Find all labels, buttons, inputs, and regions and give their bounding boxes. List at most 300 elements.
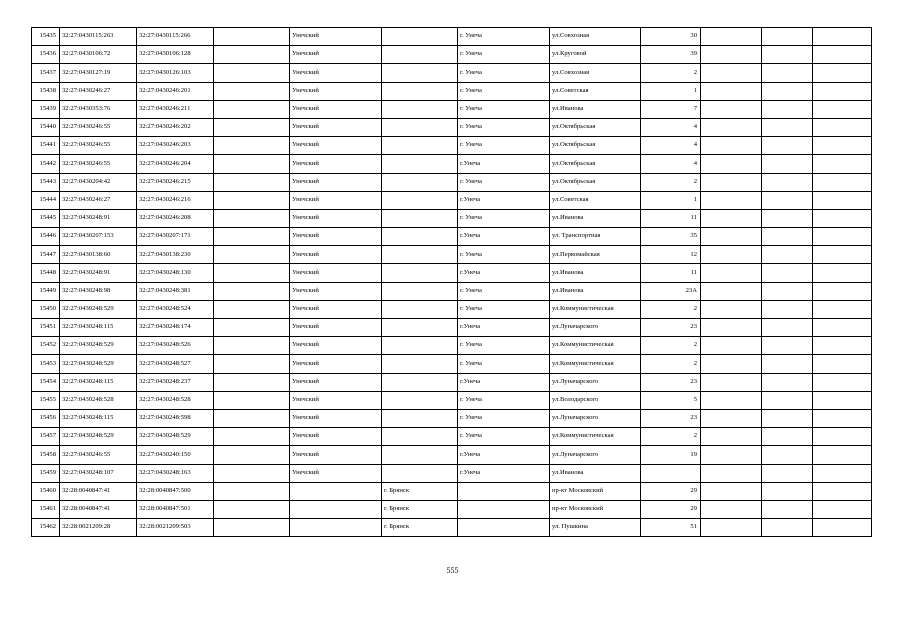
table-row	[32, 500, 872, 518]
extra-cell-cell	[701, 519, 762, 537]
extra-cell-cell	[813, 173, 872, 191]
city-regional-cell	[382, 46, 458, 64]
extra-cell-cell	[762, 446, 813, 464]
extra-cell-cell	[701, 500, 762, 518]
row-number-cell: 15461	[32, 500, 60, 518]
city-cell: г. Унеча	[458, 337, 550, 355]
street-cell: ул. Пушкина	[550, 519, 641, 537]
empty-cell-cell	[214, 373, 290, 391]
extra-cell-cell	[762, 300, 813, 318]
extra-cell-cell	[762, 500, 813, 518]
cadastral-number-cell: 32:28:0021209:28	[60, 519, 137, 537]
city-regional-cell	[382, 228, 458, 246]
empty-cell-cell	[214, 155, 290, 173]
district-cell: Унечский	[290, 118, 382, 136]
extra-cell-cell	[762, 246, 813, 264]
table-row	[32, 64, 872, 82]
city-cell: г.Унеча	[458, 319, 550, 337]
cadastral-number-cell: 32:27:0430248:529	[60, 337, 137, 355]
house-number-cell: 2	[641, 300, 701, 318]
row-number-cell: 15444	[32, 191, 60, 209]
table-row	[32, 209, 872, 227]
object-number-cell: 32:27:0430240:150	[137, 446, 214, 464]
district-cell: Унечский	[290, 446, 382, 464]
house-number-cell: 23А	[641, 282, 701, 300]
object-number-cell: 32:27:0430248:381	[137, 282, 214, 300]
city-cell: г.Унеча	[458, 446, 550, 464]
house-number-cell: 19	[641, 446, 701, 464]
empty-cell-cell	[214, 137, 290, 155]
table-body	[32, 28, 872, 537]
empty-cell-cell	[214, 464, 290, 482]
extra-cell-cell	[701, 428, 762, 446]
table-row	[32, 191, 872, 209]
row-number-cell: 15447	[32, 246, 60, 264]
row-number-cell: 15453	[32, 355, 60, 373]
city-regional-cell: г. Брянск	[382, 482, 458, 500]
street-cell: ул.Луначарского	[550, 319, 641, 337]
object-number-cell: 32:27:0430246:211	[137, 100, 214, 118]
extra-cell-cell	[813, 464, 872, 482]
extra-cell-cell	[813, 137, 872, 155]
street-cell: ул.Октябрьская	[550, 137, 641, 155]
city-regional-cell	[382, 282, 458, 300]
extra-cell-cell	[701, 209, 762, 227]
district-cell: Унечский	[290, 464, 382, 482]
extra-cell-cell	[701, 82, 762, 100]
extra-cell-cell	[701, 355, 762, 373]
extra-cell-cell	[762, 409, 813, 427]
extra-cell-cell	[813, 428, 872, 446]
cadastral-number-cell: 32:27:0430204:42	[60, 173, 137, 191]
row-number-cell: 15436	[32, 46, 60, 64]
empty-cell-cell	[214, 118, 290, 136]
extra-cell-cell	[813, 64, 872, 82]
street-cell: ул.Октябрьская	[550, 118, 641, 136]
city-regional-cell	[382, 191, 458, 209]
row-number-cell: 15455	[32, 391, 60, 409]
empty-cell-cell	[214, 64, 290, 82]
house-number-cell: 35	[641, 228, 701, 246]
object-number-cell: 32:27:0430248:163	[137, 464, 214, 482]
table-row	[32, 300, 872, 318]
table-row	[32, 482, 872, 500]
extra-cell-cell	[762, 118, 813, 136]
city-regional-cell	[382, 82, 458, 100]
district-cell: Унечский	[290, 28, 382, 46]
house-number-cell: 12	[641, 246, 701, 264]
table-row	[32, 464, 872, 482]
cadastral-number-cell: 32:27:0430248:115	[60, 409, 137, 427]
city-cell: г. Унеча	[458, 300, 550, 318]
cadastral-number-cell: 32:27:0430207:153	[60, 228, 137, 246]
city-cell	[458, 482, 550, 500]
street-cell: ул.Октябрьская	[550, 155, 641, 173]
cadastral-number-cell: 32:27:0430246:55	[60, 118, 137, 136]
row-number-cell: 15435	[32, 28, 60, 46]
row-number-cell: 15438	[32, 82, 60, 100]
row-number-cell: 15448	[32, 264, 60, 282]
street-cell: ул.Октябрьская	[550, 173, 641, 191]
empty-cell-cell	[214, 391, 290, 409]
table-row	[32, 373, 872, 391]
table-row	[32, 100, 872, 118]
object-number-cell: 32:27:0430106:128	[137, 46, 214, 64]
house-number-cell: 7	[641, 100, 701, 118]
city-cell	[458, 519, 550, 537]
empty-cell-cell	[214, 482, 290, 500]
city-cell: г. Унеча	[458, 409, 550, 427]
extra-cell-cell	[762, 137, 813, 155]
row-number-cell: 15456	[32, 409, 60, 427]
object-number-cell: 32:27:0430248:524	[137, 300, 214, 318]
extra-cell-cell	[813, 500, 872, 518]
extra-cell-cell	[701, 373, 762, 391]
extra-cell-cell	[701, 137, 762, 155]
district-cell: Унечский	[290, 82, 382, 100]
cadastral-number-cell: 32:27:0430246:27	[60, 191, 137, 209]
object-number-cell: 32:27:0430126:103	[137, 64, 214, 82]
city-regional-cell	[382, 100, 458, 118]
city-regional-cell	[382, 446, 458, 464]
extra-cell-cell	[701, 446, 762, 464]
city-cell: г. Унеча	[458, 118, 550, 136]
city-cell: г. Унеча	[458, 82, 550, 100]
cadastral-number-cell: 32:27:0430246:55	[60, 446, 137, 464]
house-number-cell: 39	[641, 46, 701, 64]
extra-cell-cell	[813, 155, 872, 173]
extra-cell-cell	[762, 355, 813, 373]
extra-cell-cell	[762, 464, 813, 482]
extra-cell-cell	[813, 282, 872, 300]
district-cell: Унечский	[290, 191, 382, 209]
cadastral-number-cell: 32:27:0430248:529	[60, 428, 137, 446]
city-cell: г. Унеча	[458, 64, 550, 82]
city-regional-cell	[382, 391, 458, 409]
city-regional-cell	[382, 64, 458, 82]
district-cell: Унечский	[290, 209, 382, 227]
city-cell: г.Унеча	[458, 464, 550, 482]
street-cell: ул.Коммунистическая	[550, 428, 641, 446]
extra-cell-cell	[813, 209, 872, 227]
extra-cell-cell	[701, 391, 762, 409]
row-number-cell: 15445	[32, 209, 60, 227]
empty-cell-cell	[214, 46, 290, 64]
city-cell: г. Унеча	[458, 28, 550, 46]
street-cell: ул. Транспортная	[550, 228, 641, 246]
row-number-cell: 15441	[32, 137, 60, 155]
extra-cell-cell	[813, 482, 872, 500]
extra-cell-cell	[762, 100, 813, 118]
extra-cell-cell	[762, 28, 813, 46]
house-number-cell: 5	[641, 391, 701, 409]
table-row	[32, 282, 872, 300]
house-number-cell: 23	[641, 373, 701, 391]
cadastral-number-cell: 32:27:0430248:529	[60, 355, 137, 373]
extra-cell-cell	[813, 46, 872, 64]
extra-cell-cell	[762, 519, 813, 537]
extra-cell-cell	[701, 337, 762, 355]
district-cell: Унечский	[290, 391, 382, 409]
house-number-cell: 2	[641, 64, 701, 82]
district-cell: Унечский	[290, 355, 382, 373]
extra-cell-cell	[762, 82, 813, 100]
city-cell: г.Унеча	[458, 155, 550, 173]
district-cell: Унечский	[290, 319, 382, 337]
extra-cell-cell	[813, 191, 872, 209]
object-number-cell: 32:27:0430115:266	[137, 28, 214, 46]
cadastral-number-cell: 32:27:0430248:528	[60, 391, 137, 409]
empty-cell-cell	[214, 409, 290, 427]
city-regional-cell	[382, 373, 458, 391]
cadastral-number-cell: 32:27:0430106:72	[60, 46, 137, 64]
empty-cell-cell	[214, 209, 290, 227]
city-cell: г. Унеча	[458, 46, 550, 64]
district-cell: Унечский	[290, 337, 382, 355]
extra-cell-cell	[701, 155, 762, 173]
street-cell: ул.Луначарского	[550, 446, 641, 464]
street-cell: пр-кт Московский	[550, 482, 641, 500]
empty-cell-cell	[214, 282, 290, 300]
street-cell: ул.Иванова	[550, 100, 641, 118]
object-number-cell: 32:27:0430246:202	[137, 118, 214, 136]
district-cell: Унечский	[290, 264, 382, 282]
cadastral-number-cell: 32:27:0430248:98	[60, 282, 137, 300]
extra-cell-cell	[701, 228, 762, 246]
district-cell: Унечский	[290, 246, 382, 264]
city-cell: г. Унеча	[458, 282, 550, 300]
table-row	[32, 264, 872, 282]
object-number-cell: 32:27:0430248:130	[137, 264, 214, 282]
cadastral-number-cell: 32:27:0430248:91	[60, 264, 137, 282]
district-cell: Унечский	[290, 300, 382, 318]
object-number-cell: 32:27:0430248:526	[137, 337, 214, 355]
cadastral-number-cell: 32:27:0430246:55	[60, 155, 137, 173]
house-number-cell: 1	[641, 191, 701, 209]
extra-cell-cell	[813, 82, 872, 100]
house-number-cell: 4	[641, 118, 701, 136]
house-number-cell: 11	[641, 209, 701, 227]
city-regional-cell	[382, 300, 458, 318]
house-number-cell: 30	[641, 28, 701, 46]
object-number-cell: 32:27:0430248:174	[137, 319, 214, 337]
table-row	[32, 118, 872, 136]
empty-cell-cell	[214, 173, 290, 191]
object-number-cell: 32:27:0430246:204	[137, 155, 214, 173]
table-row	[32, 46, 872, 64]
cadastral-number-cell: 32:27:0430115:263	[60, 28, 137, 46]
city-regional-cell	[382, 246, 458, 264]
city-regional-cell	[382, 209, 458, 227]
city-regional-cell	[382, 464, 458, 482]
street-cell: ул.Коммунистическая	[550, 355, 641, 373]
extra-cell-cell	[762, 191, 813, 209]
table-row	[32, 155, 872, 173]
cadastral-number-cell: 32:27:0430248:107	[60, 464, 137, 482]
extra-cell-cell	[762, 209, 813, 227]
street-cell: ул.Коммунистическая	[550, 337, 641, 355]
extra-cell-cell	[762, 373, 813, 391]
object-number-cell: 32:28:0040847:501	[137, 500, 214, 518]
cadastral-number-cell: 32:27:0430127:19	[60, 64, 137, 82]
cadastral-number-cell: 32:28:0040847:41	[60, 482, 137, 500]
district-cell	[290, 519, 382, 537]
extra-cell-cell	[813, 319, 872, 337]
extra-cell-cell	[701, 300, 762, 318]
street-cell: ул.Володарского	[550, 391, 641, 409]
district-cell: Унечский	[290, 282, 382, 300]
empty-cell-cell	[214, 500, 290, 518]
house-number-cell	[641, 464, 701, 482]
extra-cell-cell	[701, 464, 762, 482]
table-row	[32, 246, 872, 264]
city-regional-cell	[382, 355, 458, 373]
object-number-cell: 32:27:0430248:529	[137, 428, 214, 446]
table-row	[32, 519, 872, 537]
district-cell: Унечский	[290, 409, 382, 427]
extra-cell-cell	[813, 391, 872, 409]
city-regional-cell	[382, 428, 458, 446]
house-number-cell: 29	[641, 482, 701, 500]
city-cell: г. Унеча	[458, 428, 550, 446]
extra-cell-cell	[701, 100, 762, 118]
object-number-cell: 32:27:0430248:237	[137, 373, 214, 391]
extra-cell-cell	[762, 155, 813, 173]
extra-cell-cell	[701, 191, 762, 209]
street-cell: ул.Круговой	[550, 46, 641, 64]
city-cell: г.Унеча	[458, 373, 550, 391]
house-number-cell: 2	[641, 428, 701, 446]
table-row	[32, 82, 872, 100]
empty-cell-cell	[214, 355, 290, 373]
table-row	[32, 173, 872, 191]
street-cell: ул.Коммунистическая	[550, 300, 641, 318]
row-number-cell: 15457	[32, 428, 60, 446]
house-number-cell: 23	[641, 409, 701, 427]
extra-cell-cell	[701, 282, 762, 300]
table-row	[32, 428, 872, 446]
object-number-cell: 32:27:0430246:216	[137, 191, 214, 209]
cadastral-number-cell: 32:27:0430248:115	[60, 319, 137, 337]
extra-cell-cell	[701, 319, 762, 337]
table-row	[32, 337, 872, 355]
row-number-cell: 15437	[32, 64, 60, 82]
extra-cell-cell	[762, 319, 813, 337]
empty-cell-cell	[214, 228, 290, 246]
empty-cell-cell	[214, 319, 290, 337]
city-cell: г. Унеча	[458, 246, 550, 264]
extra-cell-cell	[762, 64, 813, 82]
extra-cell-cell	[762, 391, 813, 409]
object-number-cell: 32:28:0040847:500	[137, 482, 214, 500]
row-number-cell: 15439	[32, 100, 60, 118]
cadastral-number-cell: 32:27:0430246:27	[60, 82, 137, 100]
city-cell: г. Унеча	[458, 173, 550, 191]
row-number-cell: 15446	[32, 228, 60, 246]
extra-cell-cell	[701, 64, 762, 82]
empty-cell-cell	[214, 82, 290, 100]
table-row	[32, 228, 872, 246]
extra-cell-cell	[813, 246, 872, 264]
extra-cell-cell	[701, 46, 762, 64]
empty-cell-cell	[214, 246, 290, 264]
table-row	[32, 409, 872, 427]
empty-cell-cell	[214, 191, 290, 209]
city-regional-cell	[382, 28, 458, 46]
extra-cell-cell	[813, 337, 872, 355]
city-cell: г. Унеча	[458, 391, 550, 409]
street-cell: ул.Луначарского	[550, 409, 641, 427]
cadastral-number-cell: 32:28:0040847:41	[60, 500, 137, 518]
object-number-cell: 32:27:0430138:230	[137, 246, 214, 264]
table-row	[32, 355, 872, 373]
row-number-cell: 15442	[32, 155, 60, 173]
district-cell	[290, 500, 382, 518]
house-number-cell: 4	[641, 155, 701, 173]
city-cell: г. Унеча	[458, 137, 550, 155]
row-number-cell: 15458	[32, 446, 60, 464]
district-cell: Унечский	[290, 137, 382, 155]
city-cell: г.Унеча	[458, 191, 550, 209]
extra-cell-cell	[813, 264, 872, 282]
row-number-cell: 15440	[32, 118, 60, 136]
cadastral-number-cell: 32:27:0430138:60	[60, 246, 137, 264]
district-cell: Унечский	[290, 428, 382, 446]
object-number-cell: 32:27:0430248:527	[137, 355, 214, 373]
extra-cell-cell	[813, 409, 872, 427]
extra-cell-cell	[762, 482, 813, 500]
extra-cell-cell	[762, 228, 813, 246]
extra-cell-cell	[762, 264, 813, 282]
extra-cell-cell	[762, 337, 813, 355]
house-number-cell: 1	[641, 82, 701, 100]
extra-cell-cell	[762, 173, 813, 191]
city-cell: г. Унеча	[458, 209, 550, 227]
extra-cell-cell	[701, 482, 762, 500]
page-number: 555	[446, 566, 459, 575]
street-cell: пр-кт Московский	[550, 500, 641, 518]
table-row	[32, 319, 872, 337]
extra-cell-cell	[762, 428, 813, 446]
cadastral-number-cell: 32:27:0430248:529	[60, 300, 137, 318]
cadastral-number-cell: 32:27:0430246:55	[60, 137, 137, 155]
row-number-cell: 15450	[32, 300, 60, 318]
city-cell	[458, 500, 550, 518]
extra-cell-cell	[701, 246, 762, 264]
city-regional-cell: г. Брянск	[382, 500, 458, 518]
district-cell	[290, 482, 382, 500]
city-regional-cell: г. Брянск	[382, 519, 458, 537]
house-number-cell: 29	[641, 500, 701, 518]
object-number-cell: 32:28:0021209:503	[137, 519, 214, 537]
district-cell: Унечский	[290, 155, 382, 173]
street-cell: ул.Иванова	[550, 209, 641, 227]
cadastral-number-cell: 32:27:0430248:91	[60, 209, 137, 227]
city-cell: г.Унеча	[458, 228, 550, 246]
empty-cell-cell	[214, 446, 290, 464]
empty-cell-cell	[214, 28, 290, 46]
extra-cell-cell	[813, 519, 872, 537]
object-number-cell: 32:27:0430248:598	[137, 409, 214, 427]
extra-cell-cell	[813, 355, 872, 373]
city-regional-cell	[382, 264, 458, 282]
city-regional-cell	[382, 118, 458, 136]
table-row	[32, 391, 872, 409]
empty-cell-cell	[214, 100, 290, 118]
row-number-cell: 15459	[32, 464, 60, 482]
house-number-cell: 51	[641, 519, 701, 537]
city-regional-cell	[382, 137, 458, 155]
